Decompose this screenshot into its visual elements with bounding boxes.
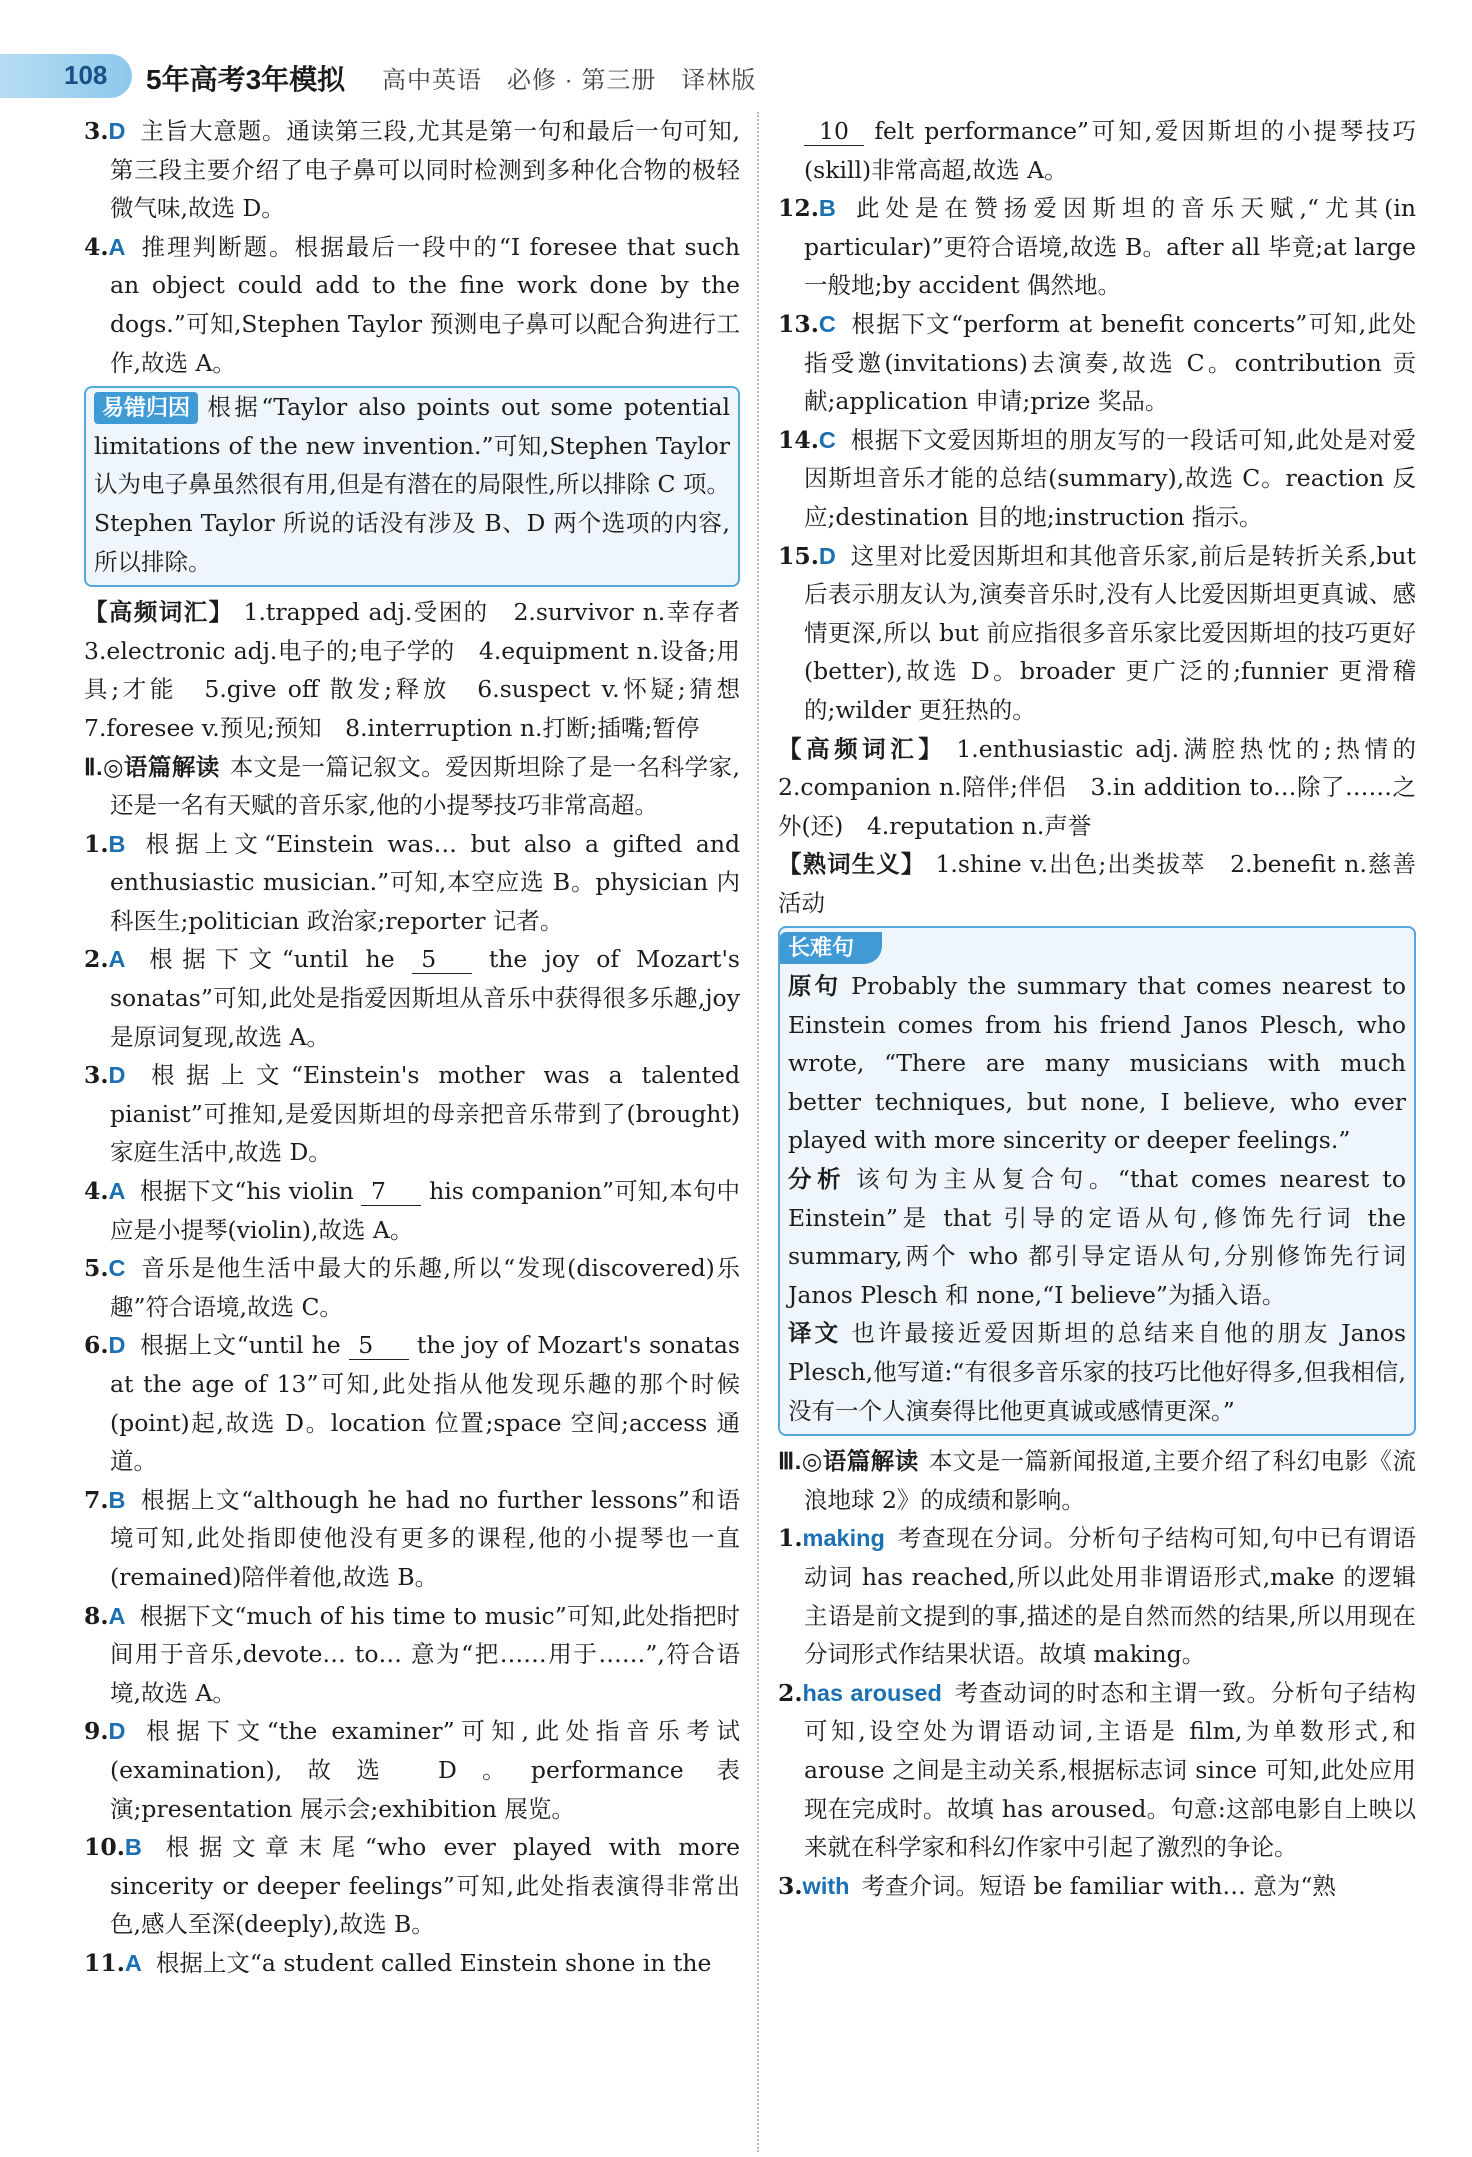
sentence-translation: 译文 也许最接近爱因斯坦的总结来自他的朋友 Janos Plesch,他写道:“有很多音乐家的技巧比他好得多,但我相信,没有一个人演奏得比他更真诚或感情更深。” [788,1319,1406,1425]
answer-item: 4.A 推理判断题。根据最后一段中的“I foresee that such an object could add to the fine work done by the dogs.”可知,Stephen Taylor 预测电子鼻可以配合狗进行工作,故选 A。 [84,232,740,377]
book-subtitle: 高中英语 必修 · 第三册 译林版 [382,67,757,94]
answer-item: 2.A 根据下文“until he 5 the joy of Mozart's sonatas”可知,此处是指爱因斯坦从音乐中获得很多乐趣,joy 是原词复现,故选 A。 [84,945,740,1051]
book-title: 5年高考3年模拟 [146,64,346,95]
blank-number: 10 [804,117,864,146]
long-sentence-tag: 长难句 [780,932,882,964]
answer-letter: D [108,118,126,144]
answer-item-continued: 10 felt performance”可知,爱因斯坦的小提琴技巧(skill)非常高超,故选 A。 [804,117,1416,184]
answer-item: 6.D 根据上文“until he 5 the joy of Mozart's sonatas at the age of 13”可知,此处指从他发现乐趣的那个时候(point)起,故选 D。location 位置;space 空间;access 通道。 [84,1331,740,1476]
answer-item: 5.C 音乐是他生活中最大的乐趣,所以“发现(discovered)乐趣”符合语境,故选 C。 [84,1254,740,1321]
answer-item: 12.B 此处是在赞扬爱因斯坦的音乐天赋,“尤其(in particular)”更符合语境,故选 B。after all 毕竟;at large 一般地;by accident 偶然地。 [778,194,1416,300]
blank-number: 5 [412,945,472,974]
answer-letter: B [818,195,836,222]
answer-letter: D [108,1062,126,1089]
long-sentence-box [778,926,1416,1436]
page-header [0,54,1472,98]
answer-item: 15.D 这里对比爱因斯坦和其他音乐家,前后是转折关系,but 后表示朋友认为,演奏音乐时,没有人比爱因斯坦更真诚、感情更深,所以 but 前应指很多音乐家比爱因斯坦的技巧更好(better),故选 D。broader 更广泛的;funnier 更滑稽的;wilder 更狂热的。 [778,541,1416,724]
column-divider [757,112,759,2152]
error-analysis-box [84,386,740,587]
answer-item: 14.C 根据下文爱因斯坦的朋友写的一段话可知,此处是对爱因斯坦音乐才能的总结(summary),故选 C。reaction 反应;destination 目的地;instruction 指示。 [778,425,1416,531]
answer-item: 1.B 根据上文“Einstein was… but also a gifted and enthusiastic musician.”可知,本空应选 B。physician 内科医生;politician 政治家;reporter 记者。 [84,829,740,935]
answer-letter: C [818,426,836,453]
passage-intro: Ⅲ.◎语篇解读 本文是一篇新闻报道,主要介绍了科幻电影《流浪地球 2》的成绩和影响。 [778,1447,1416,1514]
error-analysis-text: 根据“Taylor also points out some potential limitations of the new invention.”可知,Stephen Taylor 认为电子鼻虽然很有用,但是有潜在的局限性,所以排除 C 项。Stephen Taylor 所说的话没有涉及 B、D 两个选项的内容,所以排除。 [94,393,730,576]
answer-item: 8.A 根据下文“much of his time to music”可知,此处指把时间用于音乐,devote… to… 意为“把……用于……”,符合语境,故选 A。 [84,1601,740,1707]
answer-letter: D [108,1718,126,1745]
vocab-section: 【高频词汇】 1.trapped adj.受困的 2.survivor n.幸存者 3.electronic adj.电子的;电子学的 4.equipment n.设备;用具;才能 5.give off 散发;释放 6.suspect v.怀疑;猜想 7.foresee v.预见;预知 8.interruption n.打断;插嘴;暂停 [84,598,764,742]
answer-letter: A [124,1949,142,1976]
answer-letter: C [818,310,836,337]
error-analysis-tag: 易错归因 [94,392,198,424]
left-column [84,112,764,1983]
vocab-section: 【高频词汇】 1.enthusiastic adj.满腔热忱的;热情的 2.companion n.陪伴;伴侣 3.in addition to…除了……之外(还) 4.reputation n.声誉 [778,734,1440,840]
answer-item: 7.B 根据上文“although he had no further lessons”和语境可知,此处指即使他没有更多的课程,他的小提琴也一直(remained)陪伴着他,故选 B。 [84,1485,740,1591]
fill-answer-item: 1.making 考查现在分词。分析句子结构可知,句中已有谓语动词 has reached,所以此处用非谓语形式,make 的逻辑主语是前文提到的事,描述的是自然而然的结果,所以用现在分词形式作结果状语。故填 making。 [778,1524,1416,1669]
answer-letter: D [108,1332,126,1359]
fill-answer-item: 2.has aroused 考查动词的时态和主谓一致。分析句子结构可知,设空处为谓语动词,主语是 film,为单数形式,和 arouse 之间是主动关系,根据标志词 since 可知,此处应用现在完成时。故填 has aroused。句意:这部电影自上映以来就在科学家和科幻作家中引起了激烈的争论。 [778,1678,1417,1862]
blank-number: 7 [361,1177,421,1206]
fill-answer: has aroused [802,1679,942,1706]
sentence-analysis: 分析 该句为主从复合句。“that comes nearest to Einstein”是 that 引导的定语从句,修饰先行词 the summary,两个 who 都引导定语从句,分别修饰先行词 Janos Plesch 和 none,“I believe”为插入语。 [788,1165,1406,1309]
answer-letter: B [124,1834,142,1861]
answer-letter: A [108,1602,126,1629]
vocab-section: 【熟词生义】 1.shine v.出色;出类拔萃 2.benefit n.慈善活动 [778,850,1416,917]
answer-letter: D [818,542,836,569]
answer-item: 13.C 根据下文“perform at benefit concerts”可知,此处指受邀(invitations)去演奏,故选 C。contribution 贡献;application 申请;prize 奖品。 [778,309,1416,416]
answer-item: 3.D 主旨大意题。通读第三段,尤其是第一句和最后一句可知,第三段主要介绍了电子鼻可以同时检测到多种化合物的极轻微气味,故选 D。 [84,117,740,223]
answer-item: 10.B 根据文章末尾“who ever played with more sincerity or deeper feelings”可知,此处指表演得非常出色,感人至深(deeply),故选 B。 [84,1833,740,1939]
original-sentence: 原句 Probably the summary that comes nearest to Einstein comes from his friend Janos Plesch, who wrote, “There are many musicians with much better techniques, but none, I believe, who ever played with more sincerity or deeper feelings.” [788,972,1406,1155]
passage-intro: Ⅱ.◎语篇解读 本文是一篇记叙文。爱因斯坦除了是一名科学家,还是一名有天赋的音乐家,他的小提琴技巧非常高超。 [84,752,740,820]
fill-answer: making [802,1525,885,1552]
fill-answer: with [802,1872,850,1899]
answer-item: 11.A 根据上文“a student called Einstein shone in the [84,1948,712,1977]
answer-item: 3.D 根据上文“Einstein's mother was a talented pianist”可推知,是爱因斯坦的母亲把音乐带到了(brought)家庭生活中,故选 D。 [84,1061,740,1167]
answer-letter: B [108,1486,126,1513]
answer-letter: C [108,1255,126,1282]
answer-item: 9.D 根据下文“the examiner”可知,此处指音乐考试(examination),故选 D。performance 表演;presentation 展示会;exhibition 展览。 [84,1717,740,1823]
answer-letter: B [108,830,126,857]
answer-letter: A [108,1178,126,1205]
right-column [778,112,1440,1905]
answer-letter: A [108,233,126,260]
answer-item: 4.A 根据下文“his violin 7 his companion”可知,本句中应是小提琴(violin),故选 A。 [84,1177,740,1244]
answer-letter: A [108,946,126,973]
page-number: 108 [64,60,108,90]
blank-number: 5 [349,1331,409,1360]
fill-answer-item: 3.with 考查介词。短语 be familiar with… 意为“熟 [778,1871,1336,1900]
